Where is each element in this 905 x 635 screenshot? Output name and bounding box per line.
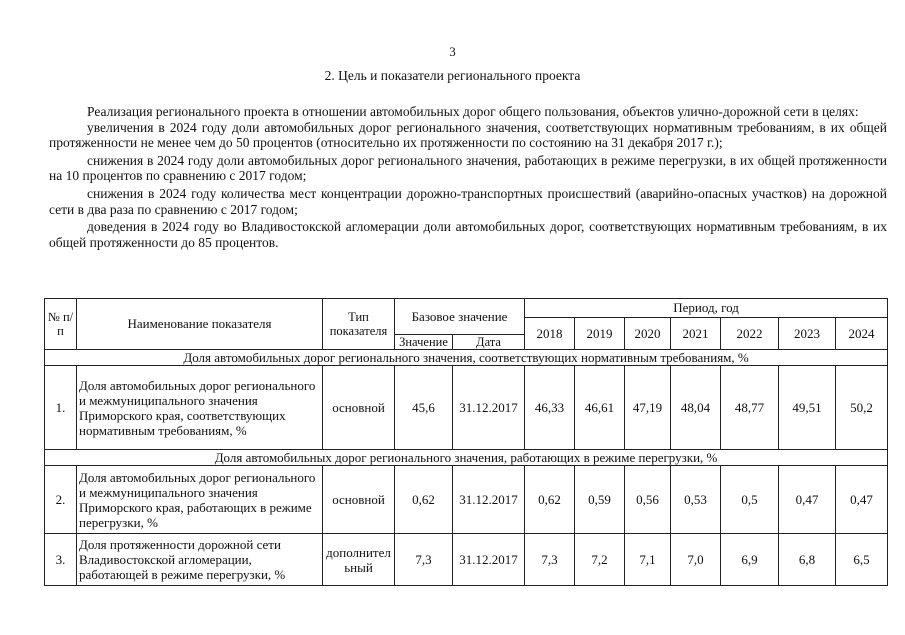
table-row bbox=[45, 366, 888, 450]
group-header-row bbox=[45, 350, 888, 366]
base-date: 31.12.2017 bbox=[453, 466, 525, 534]
header-year: 2021 bbox=[671, 318, 721, 350]
header-row-1 bbox=[45, 299, 888, 318]
header-base: Базовое значение bbox=[395, 299, 525, 335]
goal-4: доведения в 2024 году во Владивостокской агломерации доли автомобильных дорог, соответствующих нормативным требованиям, в их общей протяженности до 85 процентов. bbox=[49, 219, 887, 250]
base-value: 45,6 bbox=[395, 366, 453, 450]
header-year: 2019 bbox=[575, 318, 625, 350]
header-year: 2020 bbox=[625, 318, 671, 350]
group-title: Доля автомобильных дорог регионального значения, соответствующих нормативным требованиям, % bbox=[45, 350, 888, 366]
year-value: 6,8 bbox=[779, 534, 836, 586]
year-value: 0,47 bbox=[836, 466, 888, 534]
header-year: 2018 bbox=[525, 318, 575, 350]
year-value: 50,2 bbox=[836, 366, 888, 450]
year-value: 46,33 bbox=[525, 366, 575, 450]
year-value: 48,77 bbox=[721, 366, 779, 450]
year-value: 0,59 bbox=[575, 466, 625, 534]
year-value: 0,47 bbox=[779, 466, 836, 534]
goal-2: снижения в 2024 году доли автомобильных дорог регионального значения, работающих в режиме перегрузки, в их общей протяженности на 10 процентов по сравнению с 2017 годом; bbox=[49, 152, 887, 184]
intro-lead: Реализация регионального проекта в отношении автомобильных дорог общего пользования, объектов улично-дорожной сети в целях: bbox=[87, 104, 859, 119]
indicator-type: дополнительный bbox=[323, 534, 395, 586]
group-title: Доля автомобильных дорог регионального значения, работающих в режиме перегрузки, % bbox=[45, 450, 888, 466]
section-title: 2. Цель и показатели регионального проекта bbox=[324, 68, 581, 83]
header-base-date: Дата bbox=[453, 335, 525, 350]
goal-1: увеличения в 2024 году доли автомобильных дорог регионального значения, соответствующих нормативным требованиям, в их общей протяженности не менее чем до 50 процентов (относительно их протяженности по состоянию на 31 декабря 2017 г.); bbox=[49, 119, 887, 151]
year-value: 0,5 bbox=[721, 466, 779, 534]
year-value: 7,3 bbox=[525, 534, 575, 586]
year-value: 0,62 bbox=[525, 466, 575, 534]
year-value: 46,61 bbox=[575, 366, 625, 450]
year-value: 6,5 bbox=[836, 534, 888, 586]
year-value: 0,53 bbox=[671, 466, 721, 534]
year-value: 48,04 bbox=[671, 366, 721, 450]
header-type: Тип показателя bbox=[323, 299, 395, 350]
table-row bbox=[45, 466, 888, 534]
header-year: 2024 bbox=[836, 318, 888, 350]
year-value: 49,51 bbox=[779, 366, 836, 450]
row-number: 2. bbox=[45, 466, 77, 534]
base-date: 31.12.2017 bbox=[453, 366, 525, 450]
base-date: 31.12.2017 bbox=[453, 534, 525, 586]
page-number: 3 bbox=[449, 44, 456, 59]
header-year: 2022 bbox=[721, 318, 779, 350]
row-number: 1. bbox=[45, 366, 77, 450]
year-value: 6,9 bbox=[721, 534, 779, 586]
goal-3: снижения в 2024 году количества мест концентрации дорожно-транспортных происшествий (аварийно-опасных участков) на дорожной сети в два раза по сравнению с 2017 годом; bbox=[49, 185, 887, 217]
year-value: 7,0 bbox=[671, 534, 721, 586]
year-value: 7,2 bbox=[575, 534, 625, 586]
header-period: Период, год bbox=[525, 299, 888, 318]
header-base-value: Значение bbox=[395, 335, 453, 350]
year-value: 0,56 bbox=[625, 466, 671, 534]
header-name: Наименование показателя bbox=[77, 299, 323, 350]
base-value: 0,62 bbox=[395, 466, 453, 534]
row-number: 3. bbox=[45, 534, 77, 586]
indicator-type: основной bbox=[323, 466, 395, 534]
header-number: № п/п bbox=[45, 299, 77, 350]
indicators-table bbox=[44, 298, 888, 586]
indicator-name: Доля автомобильных дорог регионального и межмуниципального значения Приморского края, работающих в режиме перегрузки, % bbox=[77, 466, 323, 534]
year-value: 47,19 bbox=[625, 366, 671, 450]
intro-text bbox=[49, 104, 887, 252]
indicator-type: основной bbox=[323, 366, 395, 450]
header-year: 2023 bbox=[779, 318, 836, 350]
group-header-row bbox=[45, 450, 888, 466]
indicator-name: Доля протяженности дорожной сети Владивостокской агломерации, работающей в режиме перегрузки, % bbox=[77, 534, 323, 586]
year-value: 7,1 bbox=[625, 534, 671, 586]
indicator-name: Доля автомобильных дорог регионального и межмуниципального значения Приморского края, соответствующих нормативным требованиям, % bbox=[77, 366, 323, 450]
table-row bbox=[45, 534, 888, 586]
base-value: 7,3 bbox=[395, 534, 453, 586]
